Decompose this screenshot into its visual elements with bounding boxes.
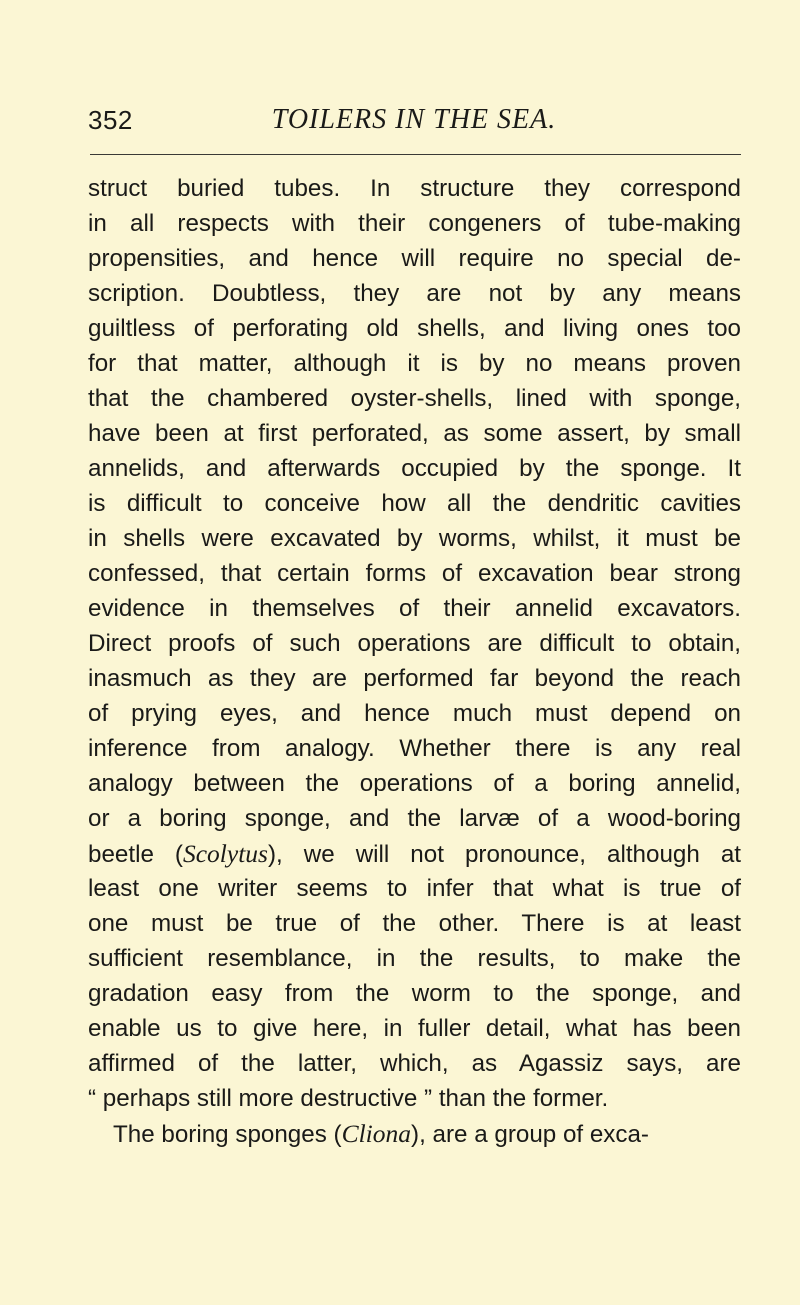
italic-term: Scolytus bbox=[182, 839, 268, 868]
line-segment: affirmed of the latter, which, as Agassiz says, are bbox=[88, 1050, 741, 1077]
text-line bbox=[88, 381, 741, 416]
line-segment: evidence in themselves of their annelid excavators. bbox=[88, 595, 741, 622]
text-line bbox=[88, 801, 741, 836]
line-segment: guiltless of perforating old shells, and living ones too bbox=[88, 315, 741, 342]
text-line bbox=[88, 871, 741, 906]
text-line bbox=[88, 1011, 741, 1046]
line-segment: have been at first perforated, as some assert, by small bbox=[88, 420, 741, 447]
line-segment: “ perhaps still more destructive ” than the former. bbox=[88, 1085, 609, 1112]
line-segment: sufficient resemblance, in the results, to make the bbox=[88, 945, 741, 972]
line-segment: scription. Doubtless, they are not by any means bbox=[88, 280, 741, 307]
line-segment: struct buried tubes. In structure they correspond bbox=[88, 175, 741, 202]
line-segment: for that matter, although it is by no means proven bbox=[88, 350, 741, 377]
text-line bbox=[88, 346, 741, 381]
text-line bbox=[88, 241, 741, 276]
line-segment: inasmuch as they are performed far beyond the reach bbox=[88, 665, 741, 692]
text-line bbox=[88, 836, 741, 871]
line-segment: beetle ( bbox=[88, 841, 183, 868]
text-line bbox=[88, 591, 741, 626]
line-segment: annelids, and afterwards occupied by the sponge. It bbox=[88, 455, 741, 482]
text-line bbox=[88, 556, 741, 591]
line-segment: analogy between the operations of a boring annelid, bbox=[88, 770, 741, 797]
line-segment: The boring sponges ( bbox=[113, 1121, 342, 1148]
running-header bbox=[88, 100, 740, 140]
text-line bbox=[88, 486, 741, 521]
text-line bbox=[88, 906, 741, 941]
text-line bbox=[88, 731, 741, 766]
line-segment: one must be true of the other. There is at least bbox=[88, 910, 741, 937]
line-segment: ), are a group of exca- bbox=[411, 1121, 649, 1148]
line-segment: gradation easy from the worm to the sponge, and bbox=[88, 980, 741, 1007]
text-line bbox=[88, 661, 741, 696]
text-line bbox=[88, 626, 741, 661]
line-segment: enable us to give here, in fuller detail, what has been bbox=[88, 1015, 741, 1042]
line-segment: is difficult to conceive how all the dendritic cavities bbox=[88, 490, 741, 517]
page-number: 352 bbox=[88, 105, 133, 135]
text-line bbox=[88, 206, 741, 241]
text-line bbox=[88, 311, 741, 346]
line-segment: propensities, and hence will require no special de- bbox=[88, 245, 741, 272]
line-segment: that the chambered oyster-shells, lined with sponge, bbox=[88, 385, 741, 412]
text-line bbox=[88, 1046, 741, 1081]
text-line bbox=[88, 1116, 741, 1151]
line-segment: confessed, that certain forms of excavation bear strong bbox=[88, 560, 741, 587]
line-segment: Direct proofs of such operations are difficult to obtain, bbox=[88, 630, 741, 657]
text-line bbox=[88, 451, 741, 486]
text-line bbox=[88, 171, 741, 206]
italic-term: Cliona bbox=[341, 1119, 412, 1148]
text-line bbox=[88, 976, 741, 1011]
text-line bbox=[88, 1081, 741, 1116]
running-title: TOILERS IN THE SEA. bbox=[271, 104, 557, 135]
text-line bbox=[88, 521, 741, 556]
line-segment: ), we will not pronounce, although at bbox=[267, 841, 741, 868]
text-line bbox=[88, 766, 741, 801]
line-segment: or a boring sponge, and the larvæ of a wood-boring bbox=[88, 805, 741, 832]
text-line bbox=[88, 416, 741, 451]
line-segment: least one writer seems to infer that what is true of bbox=[88, 875, 741, 902]
text-line bbox=[88, 276, 741, 311]
header-rule bbox=[90, 154, 741, 155]
body-text bbox=[88, 171, 741, 1151]
text-line bbox=[88, 696, 741, 731]
text-line bbox=[88, 941, 741, 976]
line-segment: in shells were excavated by worms, whilst, it must be bbox=[88, 525, 741, 552]
line-segment: inference from analogy. Whether there is any real bbox=[88, 735, 741, 762]
line-segment: in all respects with their congeners of tube-making bbox=[88, 210, 741, 237]
line-segment: of prying eyes, and hence much must depend on bbox=[88, 700, 741, 727]
